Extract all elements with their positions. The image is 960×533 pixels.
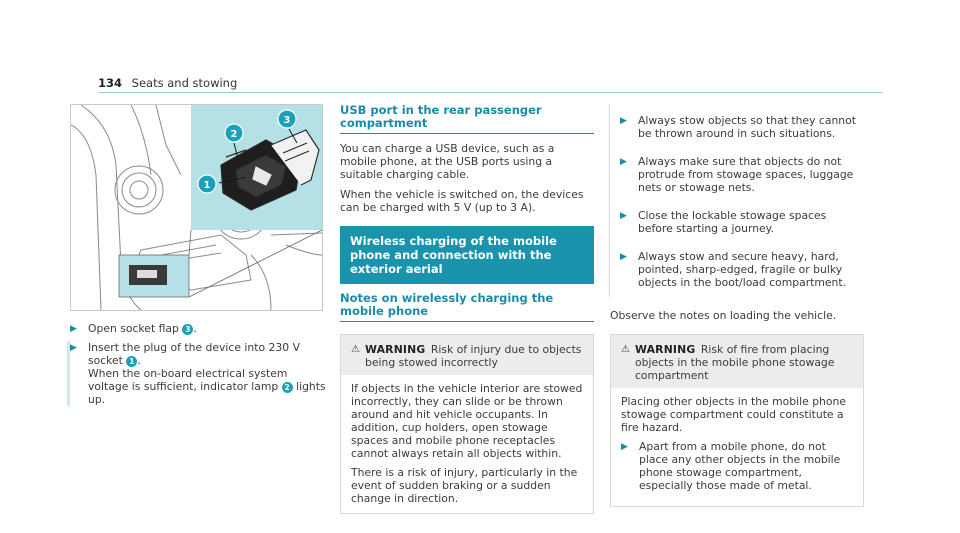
step-arrow-icon: ▶ — [620, 252, 627, 262]
step-arrow-icon: ▶ — [620, 211, 627, 221]
callout-badge: 3 — [182, 324, 193, 335]
usb-section-title: USB port in the rear passenger compartment — [340, 104, 594, 134]
warning-body — [341, 375, 593, 513]
header-rule — [98, 92, 882, 93]
warning-body — [611, 388, 863, 506]
warning-paragraph: Placing other objects in the mobile phone stowage compartment could constitute a fire hazard. — [621, 395, 846, 434]
warning-header — [341, 335, 593, 375]
list-item: ▶ Apart from a mobile phone, do not place any other objects in the mobile phone stowage compartment, especially those made of metal. — [621, 440, 841, 492]
list-item: ▶ Always stow and secure heavy, hard, pointed, sharp-edged, fragile or bulky objects in the boot/load compartment. — [620, 250, 847, 289]
warning-box-injury — [340, 334, 594, 514]
svg-text:3: 3 — [283, 115, 291, 126]
svg-text:1: 1 — [203, 180, 211, 191]
illustration-svg — [71, 105, 322, 310]
warning-headline: Risk of fire from placing objects in the mobile phone stowage compartment — [635, 343, 835, 382]
page-number: 134 — [98, 76, 123, 90]
usb-paragraph-1: You can charge a USB device, such as a mobile phone, at the USB ports using a suitable charging cable. — [340, 142, 555, 181]
step-arrow-icon: ▶ — [70, 343, 77, 353]
warning-triangle-icon: ⚠ — [351, 344, 360, 355]
warning-triangle-icon: ⚠ — [621, 344, 630, 355]
step-insert-plug — [67, 341, 330, 406]
step-text: Insert the plug of the device into 230 V socket — [88, 341, 300, 367]
step-arrow-icon: ▶ — [621, 442, 628, 452]
right-column — [610, 104, 864, 507]
page-section-title: Seats and stowing — [131, 76, 238, 90]
step-result-text: When the on-board electrical system voltage is sufficient, indicator lamp — [88, 367, 288, 393]
list-item: ▶ Always stow objects so that they cannot be thrown around in such situations. — [620, 114, 856, 140]
list-item: ▶ Always make sure that objects do not protrude from stowage spaces, luggage nets or stowage nets. — [620, 155, 854, 194]
warning-continuation — [609, 104, 864, 297]
left-column — [70, 322, 330, 412]
step-arrow-icon: ▶ — [620, 157, 627, 167]
list-item: ▶ Close the lockable stowage spaces before starting a journey. — [620, 209, 827, 235]
warning-header — [611, 335, 863, 388]
step-arrow-icon: ▶ — [70, 324, 77, 334]
svg-text:2: 2 — [230, 129, 238, 140]
step-arrow-icon: ▶ — [620, 116, 627, 126]
callout-badge: 1 — [126, 356, 137, 367]
step-open-flap — [70, 322, 330, 335]
warning-paragraph-2: There is a risk of injury, particularly in the event of sudden braking or a sudden change in direction. — [351, 466, 578, 505]
usb-paragraph-2: When the vehicle is switched on, the devices can be charged with 5 V (up to 3 A). — [340, 188, 584, 214]
observe-note: Observe the notes on loading the vehicle. — [610, 309, 837, 322]
warning-label: WARNING — [365, 343, 426, 356]
step-result-text: lights up. — [88, 380, 326, 406]
step-text: . — [137, 354, 141, 367]
warning-headline: Risk of injury due to objects being stowed incorrectly — [365, 343, 582, 369]
middle-column — [340, 104, 594, 514]
callout-badge: 2 — [282, 382, 293, 393]
warning-label: WARNING — [635, 343, 696, 356]
step-text: Open socket flap — [88, 322, 183, 335]
page-header — [98, 76, 237, 90]
socket-illustration — [70, 104, 323, 311]
wireless-notes-title: Notes on wirelessly charging the mobile phone — [340, 292, 594, 322]
warning-box-fire — [610, 334, 864, 507]
warning-paragraph-1: If objects in the vehicle interior are stowed incorrectly, they can slide or be thrown around and hit vehicle occupants. In addition, cup holders, open stowage spaces and mobile phone receptacles cannot always retain all objects within. — [351, 382, 583, 460]
wireless-section-band: Wireless charging of the mobile phone and connection with the exterior aerial — [340, 226, 594, 284]
step-text: . — [193, 322, 197, 335]
